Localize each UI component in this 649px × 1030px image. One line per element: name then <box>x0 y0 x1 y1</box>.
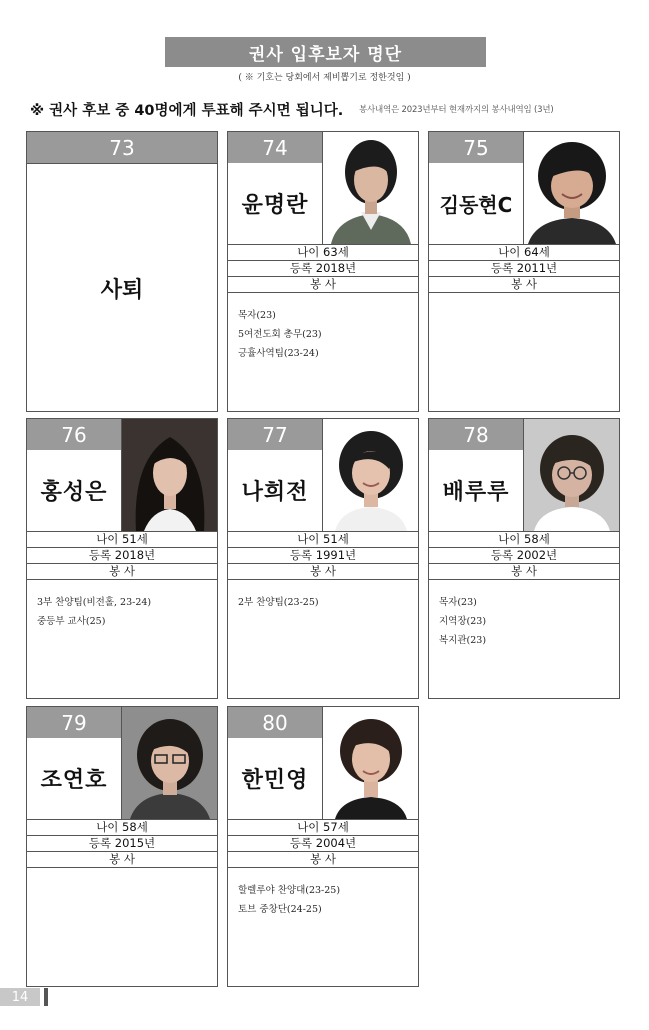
candidate-age: 나이 57세 <box>228 819 418 835</box>
candidate-age: 나이 58세 <box>429 531 619 547</box>
candidate-card-77 <box>227 418 419 699</box>
candidate-photo <box>121 707 217 819</box>
candidate-registered: 등록 2018년 <box>27 547 217 563</box>
service-header: 봉 사 <box>228 851 418 868</box>
candidate-age: 나이 63세 <box>228 244 418 260</box>
candidate-number: 79 <box>27 707 121 738</box>
candidate-number: 80 <box>228 707 322 738</box>
candidate-registered: 등록 1991년 <box>228 547 418 563</box>
candidate-photo <box>121 419 217 531</box>
service-item: 목자(23) <box>439 597 477 608</box>
resigned-status: 사퇴 <box>27 163 217 412</box>
service-item: 5여전도회 총무(23) <box>238 329 322 340</box>
service-item: 지역장(23) <box>439 616 487 627</box>
service-list <box>238 306 413 363</box>
page-title: 권사 입후보자 명단 <box>165 37 486 67</box>
service-note: 봉사내역은 2023년부터 현재까지의 봉사내역임 (3년) <box>359 105 554 115</box>
service-header: 봉 사 <box>429 563 619 580</box>
service-header: 봉 사 <box>228 563 418 580</box>
candidate-photo <box>523 132 619 244</box>
candidate-photo <box>523 419 619 531</box>
candidate-age: 나이 51세 <box>27 531 217 547</box>
candidate-card-76 <box>26 418 218 699</box>
service-list <box>439 593 614 650</box>
service-header: 봉 사 <box>228 276 418 293</box>
candidate-number: 77 <box>228 419 322 450</box>
candidate-registered: 등록 2002년 <box>429 547 619 563</box>
candidate-name: 배루루 <box>442 480 510 505</box>
service-list <box>238 881 413 919</box>
candidate-card-80 <box>227 706 419 987</box>
service-item: 목자(23) <box>238 310 276 321</box>
candidate-age: 나이 51세 <box>228 531 418 547</box>
page-number-bar <box>44 988 48 1006</box>
service-item: 할렐루야 찬양대(23-25) <box>238 885 341 896</box>
candidate-registered: 등록 2004년 <box>228 835 418 851</box>
service-list <box>238 593 413 612</box>
voting-instruction: ※ 권사 후보 중 40명에게 투표해 주시면 됩니다. <box>30 103 344 119</box>
candidate-card-78 <box>428 418 620 699</box>
service-list <box>37 593 212 631</box>
candidate-number: 76 <box>27 419 121 450</box>
candidate-photo <box>322 707 418 819</box>
service-item: 토브 중창단(24-25) <box>238 904 322 915</box>
service-header: 봉 사 <box>27 851 217 868</box>
candidate-name: 나희전 <box>241 480 309 505</box>
candidate-number: 73 <box>27 132 217 163</box>
candidate-registered: 등록 2011년 <box>429 260 619 276</box>
candidate-registered: 등록 2018년 <box>228 260 418 276</box>
page-number: 14 <box>0 988 40 1006</box>
service-header: 봉 사 <box>429 276 619 293</box>
candidate-age: 나이 64세 <box>429 244 619 260</box>
service-item: 2부 찬양팀(23-25) <box>238 597 319 608</box>
candidate-photo <box>322 419 418 531</box>
candidate-name: 김동현C <box>439 193 513 217</box>
candidate-name: 한민영 <box>241 768 309 793</box>
candidate-registered: 등록 2015년 <box>27 835 217 851</box>
service-header: 봉 사 <box>27 563 217 580</box>
candidate-name: 윤명란 <box>241 193 309 218</box>
candidate-number: 74 <box>228 132 322 163</box>
service-item: 중등부 교사(25) <box>37 616 106 627</box>
page-subtitle: ( ※ 기호는 당회에서 제비뽑기로 정한것임 ) <box>238 73 411 83</box>
service-item: 긍휼사역팀(23-24) <box>238 348 319 359</box>
service-item: 3부 찬양팀(비전홀, 23-24) <box>37 597 152 608</box>
service-item: 복지관(23) <box>439 635 487 646</box>
candidate-number: 75 <box>429 132 523 163</box>
candidate-card-74 <box>227 131 419 412</box>
candidate-name: 홍성은 <box>40 480 108 505</box>
candidate-age: 나이 58세 <box>27 819 217 835</box>
candidate-number: 78 <box>429 419 523 450</box>
candidate-photo <box>322 132 418 244</box>
candidate-card-79 <box>26 706 218 987</box>
candidate-name: 조연호 <box>40 768 108 793</box>
candidate-card-75 <box>428 131 620 412</box>
candidate-card-73 <box>26 131 218 412</box>
